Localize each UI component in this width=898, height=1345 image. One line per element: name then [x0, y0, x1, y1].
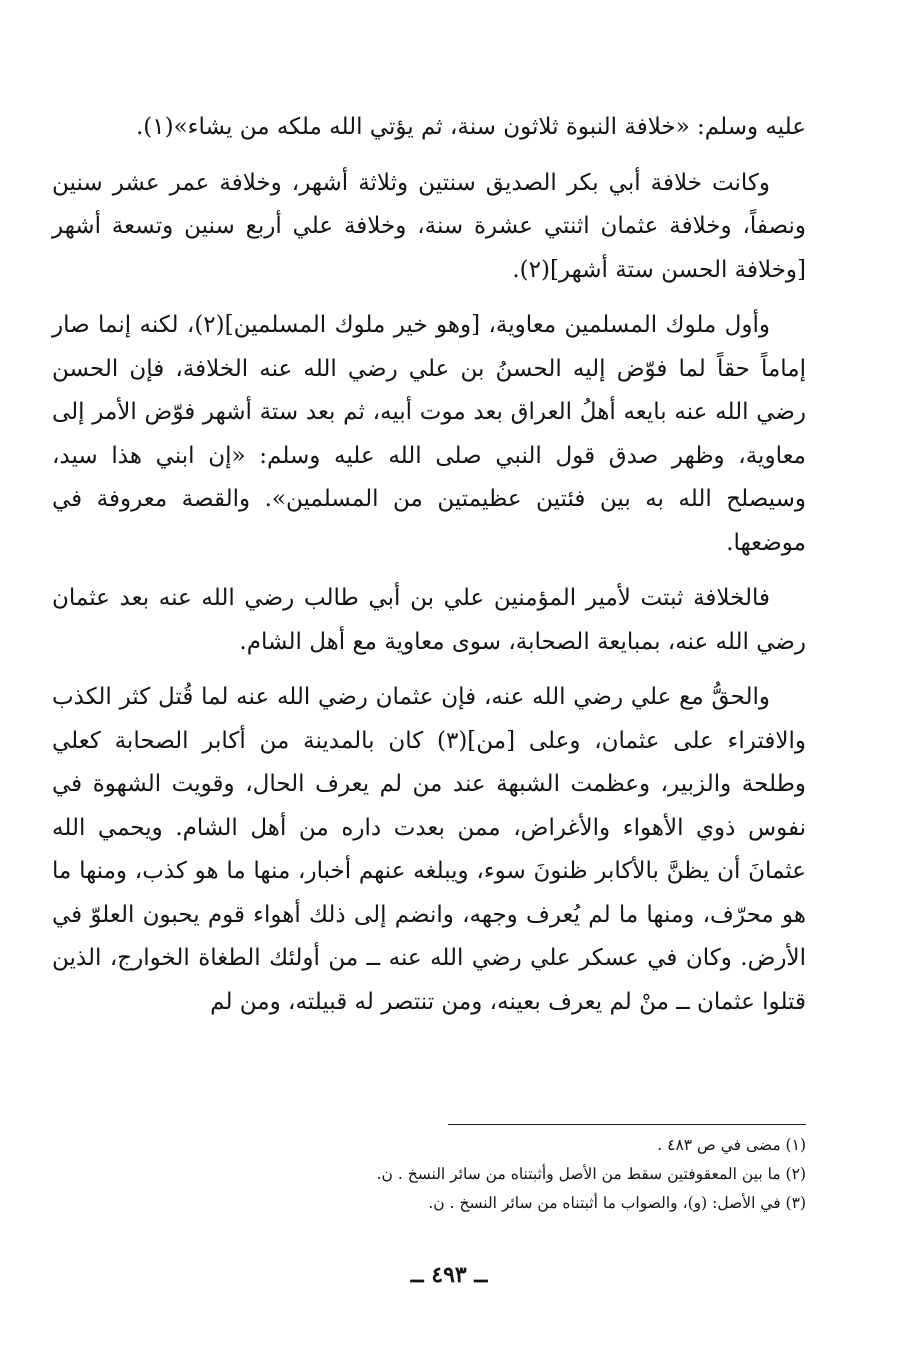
- footnote-separator: [448, 1124, 806, 1125]
- footnote-2: (٢) ما بين المعقوفتين سقط من الأصل وأثبتناه من سائر النسخ . ن.: [376, 1165, 806, 1183]
- footnotes: [52, 1131, 806, 1218]
- paragraph-5: والحقُّ مع علي رضي الله عنه، فإن عثمان رضي الله عنه لما قُتل كثر الكذب والافتراء على عثمان، وعلى [من](٣) كان بالمدينة من أكابر الصحابة كعلي وطلحة والزبير، وعظمت الشبهة عند من لم يعرف الحال، وقويت الشهوة في نفوس ذوي الأهواء والأغراض، ممن بعدت داره من أهل الشام. ويحمي الله عثمانَ أن يظنَّ بالأكابر ظنونَ سوء، ويبلغه عنهم أخبار، منها ما هو كذب، ومنها ما هو محرّف، ومنها ما لم يُعرف وجهه، وانضم إلى ذلك أهواء قوم يحبون العلوّ في الأرض. وكان في عسكر علي رضي الله عنه ــ من أولئك الطغاة الخوارج، الذين قتلوا عثمان ــ منْ لم يعرف بعينه، ومن تنتصر له قبيلته، ومن لم: [52, 684, 806, 1015]
- paragraph-3: وأول ملوك المسلمين معاوية، [وهو خير ملوك المسلمين](٢)، لكنه إنما صار إماماً حقاً لما فوّض إليه الحسنُ بن علي رضي الله عنه الخلافة، فإن الحسن رضي الله عنه بايعه أهلُ العراق بعد موت أبيه، ثم بعد ستة أشهر فوّض الأمر إلى معاوية، وظهر صدق قول النبي صلى الله عليه وسلم: «إن ابني هذا سيد، وسيصلح الله به بين فئتين عظيمتين من المسلمين». والقصة معروفة في موضعها.: [52, 312, 806, 556]
- page-number: ــ ٤٩٣ ــ: [410, 1262, 488, 1288]
- main-text: [52, 106, 806, 1036]
- paragraph-4: فالخلافة ثبتت لأمير المؤمنين علي بن أبي طالب رضي الله عنه بعد عثمان رضي الله عنه، بمبايعة الصحابة، سوى معاوية مع أهل الشام.: [52, 585, 806, 655]
- footnote-3: (٣) في الأصل: (و)، والصواب ما أثبتناه من سائر النسخ . ن.: [428, 1194, 806, 1212]
- footnote-1: (١) مضى في ص ٤٨٣ .: [657, 1136, 806, 1154]
- paragraph-1: عليه وسلم: «خلافة النبوة ثلاثون سنة، ثم يؤتي الله ملكه من يشاء»(١).: [135, 114, 806, 140]
- paragraph-2: وكانت خلافة أبي بكر الصديق سنتين وثلاثة أشهر، وخلافة عمر عشر سنين ونصفاً، وخلافة عثمان اثنتي عشرة سنة، وخلافة علي أربع سنين وتسعة أشهر [وخلافة الحسن ستة أشهر](٢).: [52, 169, 806, 283]
